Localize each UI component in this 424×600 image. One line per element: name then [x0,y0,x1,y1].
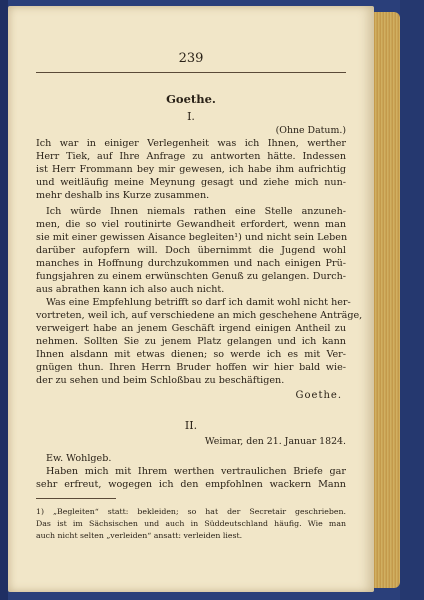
page-number: 239 [178,51,204,66]
letter-1-line: und weitläufig meine Meynung gesagt und ziehe mich nun- [36,177,346,188]
book-cover-left [0,0,8,600]
letter-1-line: sie mit einer gewissen Aisance begleiten¹) und nicht sein Leben [36,232,348,243]
footnote-rule [36,498,116,499]
letter-1-line: ist Herr Frommann bey mir gewesen, ich habe ihm aufrichtig [36,164,346,175]
page-edges [372,12,400,588]
book-page [8,6,374,592]
letter-1-line: men, die so viel routinirte Gewandheit erfordert, wenn man [36,219,346,230]
footnote-line: Das ist im Sächsischen und auch in Süddeutschland häufig. Wie man [36,519,346,528]
letter-2-date: Weimar, den 21. Januar 1824. [204,436,346,447]
letter-1-line: aus abrathen kann ich also auch nicht. [36,284,225,295]
letter-2-line: sehr erfreut, wogegen ich den empfohlnen wackern Mann [36,479,346,490]
letter-2-line: Haben mich mit Ihrem werthen vertraulichen Briefe gar [46,466,346,477]
letter-1-line: Was eine Empfehlung betrifft so darf ich damit wohl nicht her- [46,297,351,308]
letter-1-line: nehmen. Sollten Sie zu jenem Platz gelangen und ich kann [36,336,346,347]
letter-heading: Goethe. [166,92,216,106]
header-rule [36,72,346,73]
letter-1-line: manches in Hoffnung durchzukommen und nach einigen Prü- [36,258,346,269]
letter-1-line: vortreten, weil ich, auf verschiedene an mich geschehene Anträge, [36,310,363,321]
letter-2-number: II. [184,419,198,432]
letter-1-number: I. [187,110,195,123]
letter-1-line: fungsjahren zu einem erwünschten Genuß zu gelangen. Durch- [36,271,346,282]
footnote-line: auch nicht selten „verleiden“ ansatt: verleiden liest. [36,531,243,540]
letter-1-line: Ich würde Ihnen niemals rathen eine Stelle anzuneh- [46,206,346,217]
letter-1-line: der zu sehen und beim Schloßbau zu beschäftigen. [36,375,285,386]
letter-1-line: verweigert habe an jenem Geschäft irgend einigen Antheil zu [36,323,346,334]
letter-1-line: mehr deshalb ins Kurze zusammen. [36,190,210,201]
letter-1-date: (Ohne Datum.) [275,125,346,136]
letter-1-line: Herr Tiek, auf Ihre Anfrage zu antworten hätte. Indessen [36,151,346,162]
footnote-line: 1) „Begleiten“ statt: bekleiden; so hat der Secretair geschrieben. [36,507,346,516]
book-cover-right [400,0,424,600]
letter-1-line: Ich war in einiger Verlegenheit was ich Ihnen, werther [36,138,346,149]
letter-1-line: Ihnen alsdann mit etwas dienen; so werde ich es mit Ver- [36,349,346,360]
letter-1-signature: Goethe. [295,390,342,401]
letter-2-salutation: Ew. Wohlgeb. [46,453,112,464]
letter-1-line: gnügen thun. Ihren Herrn Bruder hoffen wir hier bald wie- [36,362,346,373]
letter-1-line: darüber aufopfern will. Doch übernimmt die Jugend wohl [36,245,346,256]
